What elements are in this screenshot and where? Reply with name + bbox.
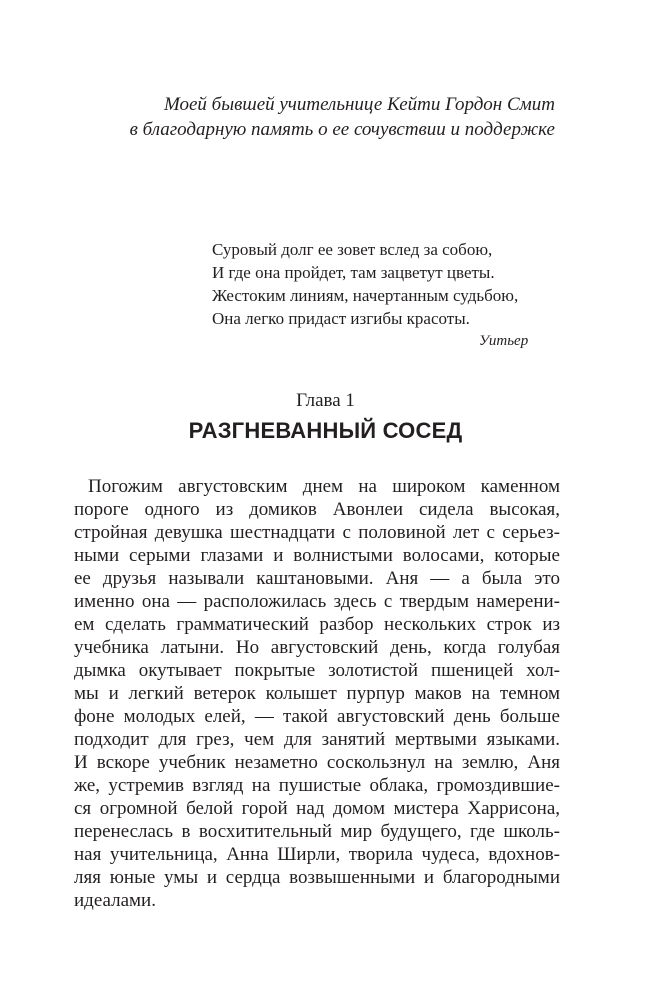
epigraph-line: И где она пройдет, там зацветут цветы. xyxy=(212,263,495,282)
body-line: же, устремив взгляд на пушистые облака, громоздившие- xyxy=(74,775,560,796)
epigraph-line: Жестоким линиям, начертанным судьбою, xyxy=(212,286,519,305)
body-line: дымка окутывает покрытые золотистой пшеницей хол- xyxy=(74,660,560,681)
body-line: ем сделать грамматический разбор нескольких строк из xyxy=(74,614,560,635)
chapter-title: РАЗГНЕВАННЫЙ СОСЕД xyxy=(188,418,463,443)
body-line: мы и легкий ветерок колышет пурпур маков на темном xyxy=(74,683,560,704)
dedication-line: Моей бывшей учительнице Кейти Гордон Смит xyxy=(163,94,555,115)
epigraph-line: Суровый долг ее зовет вслед за собою, xyxy=(212,240,493,259)
dedication xyxy=(130,92,555,142)
body-line: ная учительница, Анна Ширли, творила чудеса, вдохнов- xyxy=(74,844,560,865)
body-line: И вскоре учебник незаметно соскользнул на землю, Аня xyxy=(74,752,560,773)
body-line: учебника латыни. Но августовский день, когда голубая xyxy=(74,637,560,658)
body-line: перенеслась в восхитительный мир будущего, где школь- xyxy=(74,821,560,842)
dedication-line: в благодарную память о ее сочувствии и поддержке xyxy=(129,119,555,140)
body-line: ся огромной белой горой над домом мистера Харрисона, xyxy=(74,798,560,819)
chapter-number: Глава 1 xyxy=(296,390,355,411)
body-line: именно она — расположилась здесь с твердым намерени- xyxy=(74,591,560,612)
body-line: ее друзья называли каштановыми. Аня — а была это xyxy=(74,568,560,589)
epigraph-line: Она легко придаст изгибы красоты. xyxy=(212,309,470,328)
epigraph xyxy=(212,238,529,353)
body-paragraph xyxy=(74,475,560,912)
body-line: Погожим августовским днем на широком каменном xyxy=(88,476,560,497)
epigraph-author: Уитьер xyxy=(479,333,529,349)
body-line: подходит для грез, чем для занятий мертвыми языками. xyxy=(74,729,560,750)
body-line: пороге одного из домиков Авонлеи сидела высокая, xyxy=(74,499,560,520)
body-line: ными серыми глазами и волнистыми волосами, которые xyxy=(74,545,560,566)
body-line: идеалами. xyxy=(74,890,156,911)
body-line: стройная девушка шестнадцати с половиной лет с серьез- xyxy=(74,522,560,543)
body-line: ляя юные умы и сердца возвышенными и благородными xyxy=(74,867,560,888)
body-line: фоне молодых елей, — такой августовский день больше xyxy=(74,706,560,727)
